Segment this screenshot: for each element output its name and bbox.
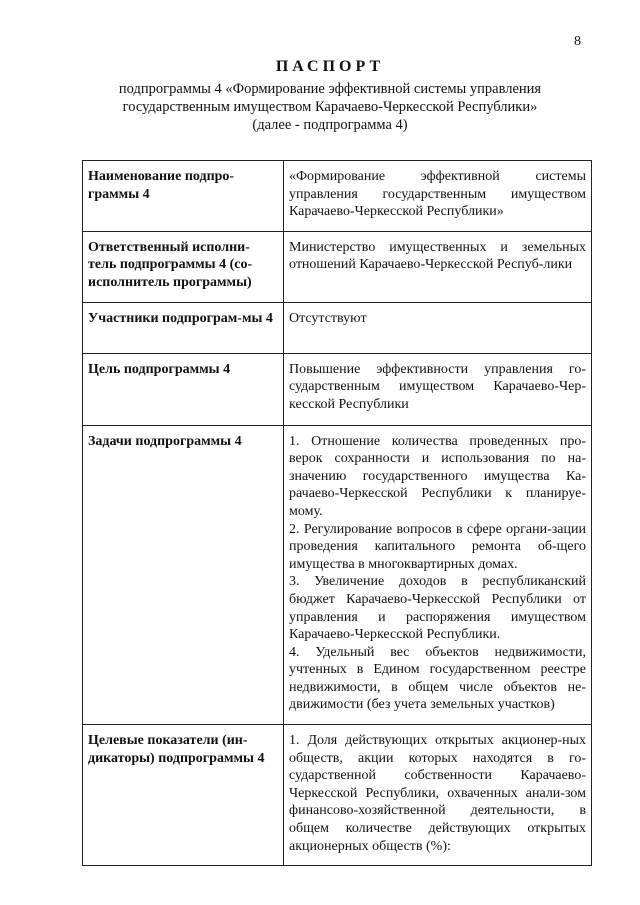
document-title: ПАСПОРТ	[275, 58, 385, 75]
value-line: Отсутствуют	[289, 310, 367, 326]
page-number: 8	[574, 34, 581, 49]
row-value-indicators	[284, 725, 592, 866]
value-line: Министерство имущественных и земельных отношений Карачаево-Черкесской Респуб-лики	[289, 239, 586, 273]
table-row	[83, 725, 592, 866]
value-line: 1. Отношение количества проведенных про-верок сохранности и использования по на-значению государственного имущества Ка-рачаево-Черкесской Республики к планируе-мому.	[289, 433, 586, 519]
subtitle-line-3: (далее - подпрограмма 4)	[252, 117, 408, 133]
row-value-tasks	[284, 425, 592, 725]
row-label-name: Наименование подпро-граммы 4	[83, 161, 284, 232]
table-row	[83, 302, 592, 353]
value-line: «Формирование эффективной системы управления государственным имуществом Карачаево-Черкесской Республики»	[289, 169, 586, 220]
row-label-participants: Участники подпрограм-мы 4	[83, 302, 284, 353]
row-label-executor: Ответственный исполни-тель подпрограммы 4 (со-исполнитель программы)	[83, 231, 284, 302]
row-value-goal	[284, 353, 592, 425]
value-line: 3. Увеличение доходов в республиканский бюджет Карачаево-Черкесской Республики от управления и распоряжения имуществом Карачаево-Черкесской Республики.	[289, 574, 586, 643]
row-value-executor	[284, 231, 592, 302]
row-value-name	[284, 161, 592, 232]
table-row	[83, 161, 592, 232]
row-label-goal: Цель подпрограммы 4	[83, 353, 284, 425]
value-line: 2. Регулирование вопросов в сфере органи-зации проведения капитального ремонта об-щего имущества в многоквартирных домах.	[289, 521, 586, 572]
value-line: Повышение эффективности управления го-сударственным имуществом Карачаево-Чер-кесской Республики	[289, 361, 586, 412]
passport-table	[82, 160, 592, 866]
table-row	[83, 231, 592, 302]
subtitle-line-1: подпрограммы 4 «Формирование эффективной системы управления	[118, 81, 542, 97]
row-label-indicators: Целевые показатели (ин-дикаторы) подпрограммы 4	[83, 725, 284, 866]
subtitle-line-2: государственным имуществом Карачаево-Черкесской Республики»	[122, 99, 538, 115]
table-row	[83, 425, 592, 725]
row-value-participants	[284, 302, 592, 353]
document-header	[60, 58, 600, 134]
value-line: 1. Доля действующих открытых акционер-ных обществ, акции которых находятся в го-сударственной собственности Карачаево-Черкесской Республики, охваченных анали-зом финансово-хозяйственной деятельности, в общем количестве действующих открытых акционерных обществ (%):	[289, 733, 586, 854]
table-row	[83, 353, 592, 425]
value-line: 4. Удельный вес объектов недвижимости, учтенных в Едином государственном реестре недвижимости, в общем числе объектов не-движимости (без учета земельных участков)	[289, 644, 586, 713]
row-label-tasks: Задачи подпрограммы 4	[83, 425, 284, 725]
